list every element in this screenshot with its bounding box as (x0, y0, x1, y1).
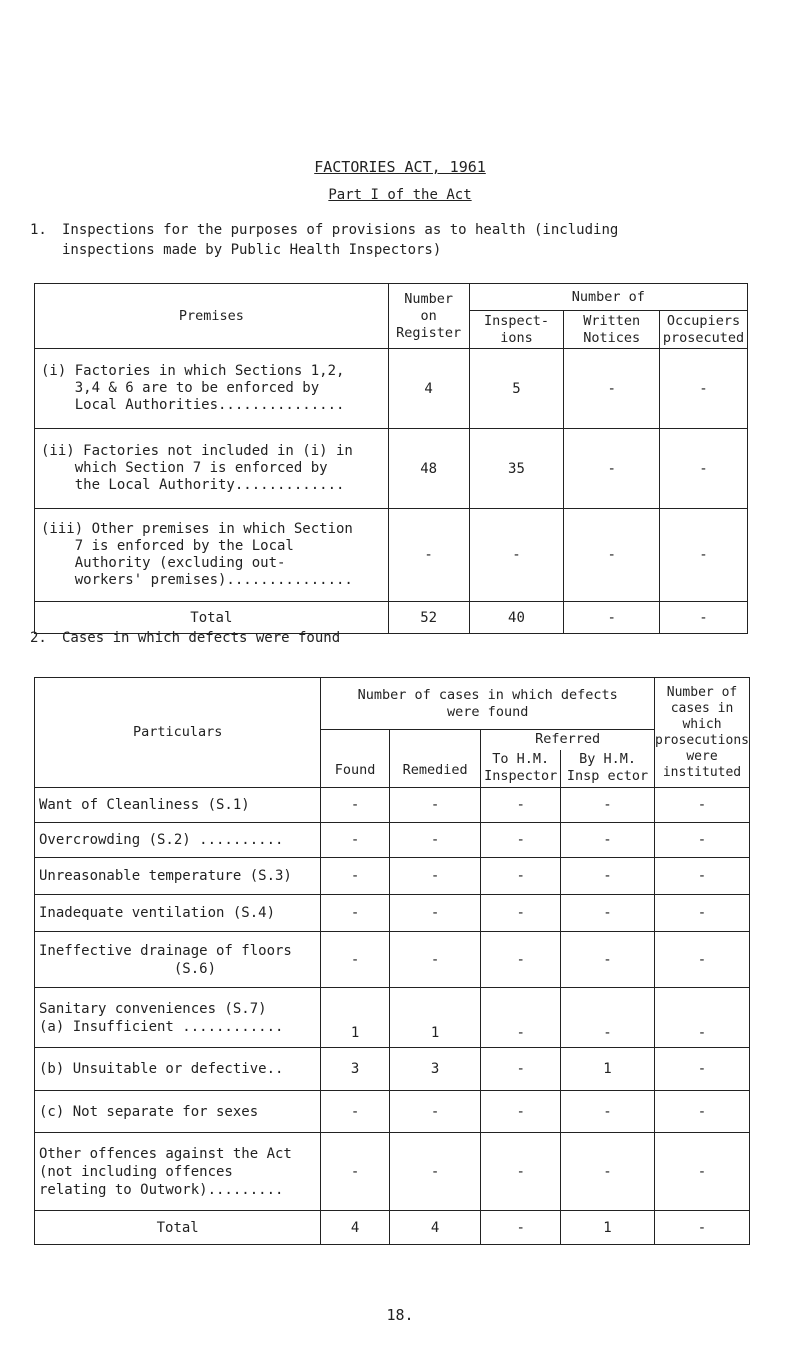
by-hm-value: - (561, 932, 655, 988)
by-hm-value: - (561, 788, 655, 823)
prosecutions-value: - (655, 932, 750, 988)
particulars-label: Unreasonable temperature (S.3) (35, 858, 321, 895)
table2-header-row-1 (35, 678, 750, 730)
table-row (35, 858, 750, 895)
prosecuted-value: - (660, 349, 748, 429)
by-hm-value: 1 (561, 1048, 655, 1091)
to-hm-value: - (481, 1133, 561, 1211)
inspections-header: Inspect- ions (469, 311, 564, 349)
found-value: 3 (321, 1048, 389, 1091)
notices-value: - (564, 429, 660, 509)
by-hm-value: - (561, 1091, 655, 1133)
found-value: - (321, 1133, 389, 1211)
table-row (35, 1133, 750, 1211)
total-row (35, 602, 748, 634)
occupiers-prosecuted-header: Occupiers prosecuted (660, 311, 748, 349)
premises-header: Premises (35, 284, 389, 349)
found-value: - (321, 932, 389, 988)
premises-label: (iii) Other premises in which Section 7 is enforced by the Local Authority (excluding out- workers' premises)............... (35, 509, 389, 602)
number-of-cases-header: Number of cases in which defects were found (321, 678, 655, 730)
to-hm-value: - (481, 988, 561, 1048)
particulars-label: Inadequate ventilation (S.4) (35, 895, 321, 932)
to-hm-value: - (481, 823, 561, 858)
number-of-header: Number of (469, 284, 747, 311)
page-number: 18. (386, 1306, 414, 1324)
particulars-label: Ineffective drainage of floors (S.6) (35, 932, 321, 988)
table-row (35, 509, 748, 602)
to-hm-value: - (481, 858, 561, 895)
inspections-value: 5 (469, 349, 564, 429)
prosecutions-header: Number of cases in which prosecutions were instituted (655, 678, 750, 788)
remedied-value: - (389, 932, 481, 988)
prosecuted-value: - (660, 429, 748, 509)
by-hm-total: 1 (561, 1211, 655, 1245)
total-label: Total (35, 1211, 321, 1245)
to-hm-total: - (481, 1211, 561, 1245)
found-value: - (321, 788, 389, 823)
remedied-value: - (389, 1091, 481, 1133)
to-hm-value: - (481, 1048, 561, 1091)
remedied-value: - (389, 1133, 481, 1211)
particulars-label: Overcrowding (S.2) .......... (35, 823, 321, 858)
to-hm-value: - (481, 788, 561, 823)
inspections-value: 35 (469, 429, 564, 509)
by-hm-value: - (561, 1133, 655, 1211)
remedied-total: 4 (389, 1211, 481, 1245)
total-label: Total (35, 602, 389, 634)
part-title: Part I of the Act (328, 187, 472, 203)
remedied-value: - (389, 858, 481, 895)
table-row (35, 823, 750, 858)
to-hm-value: - (481, 1091, 561, 1133)
prosecutions-value: - (655, 823, 750, 858)
section1-number: 1. (30, 222, 47, 238)
to-hm-value: - (481, 895, 561, 932)
particulars-label: (c) Not separate for sexes (35, 1091, 321, 1133)
prosecutions-value: - (655, 895, 750, 932)
prosecutions-value: - (655, 858, 750, 895)
found-value: - (321, 1091, 389, 1133)
register-value: - (388, 509, 469, 602)
inspections-table (34, 283, 748, 634)
notices-value: - (564, 349, 660, 429)
section1-title-line1: Inspections for the purposes of provisions as to health (including (62, 222, 619, 238)
table-row (35, 988, 750, 1048)
premises-label: (i) Factories in which Sections 1,2, 3,4 & 6 are to be enforced by Local Authorities............... (35, 349, 389, 429)
table-row (35, 1091, 750, 1133)
register-total: 52 (388, 602, 469, 634)
prosecutions-total: - (655, 1211, 750, 1245)
register-value: 48 (388, 429, 469, 509)
section2-title: Cases in which defects were found (62, 630, 341, 646)
inspections-value: - (469, 509, 564, 602)
by-hm-inspector-header: By H.M. Insp ector (561, 750, 655, 788)
act-title: FACTORIES ACT, 1961 (314, 158, 486, 176)
by-hm-value: - (561, 823, 655, 858)
found-header: Found (321, 730, 389, 788)
section1-title-line2: inspections made by Public Health Inspectors) (62, 242, 442, 258)
table-row (35, 1048, 750, 1091)
remedied-value: - (389, 823, 481, 858)
found-value: - (321, 858, 389, 895)
register-value: 4 (388, 349, 469, 429)
table1-header-row-1 (35, 284, 748, 311)
particulars-header: Particulars (35, 678, 321, 788)
remedied-header: Remedied (389, 730, 481, 788)
premises-label: (ii) Factories not included in (i) in which Section 7 is enforced by the Local Authority............. (35, 429, 389, 509)
remedied-value: 1 (389, 988, 481, 1048)
number-on-register-header: Number on Register (388, 284, 469, 349)
table-row (35, 895, 750, 932)
particulars-label: (b) Unsuitable or defective.. (35, 1048, 321, 1091)
written-notices-header: Written Notices (564, 311, 660, 349)
section2-number: 2. (30, 630, 47, 646)
to-hm-inspector-header: To H.M. Inspector (481, 750, 561, 788)
table-row (35, 788, 750, 823)
prosecutions-value: - (655, 1133, 750, 1211)
table-row (35, 349, 748, 429)
referred-header: Referred (481, 730, 655, 750)
inspections-total: 40 (469, 602, 564, 634)
prosecutions-value: - (655, 1048, 750, 1091)
remedied-value: - (389, 788, 481, 823)
particulars-label: Sanitary conveniences (S.7) (a) Insufficient ............ (35, 988, 321, 1048)
total-row (35, 1211, 750, 1245)
prosecuted-value: - (660, 509, 748, 602)
by-hm-value: - (561, 988, 655, 1048)
by-hm-value: - (561, 895, 655, 932)
defects-table (34, 677, 750, 1245)
notices-total: - (564, 602, 660, 634)
table-row (35, 932, 750, 988)
found-value: 1 (321, 988, 389, 1048)
found-value: - (321, 895, 389, 932)
particulars-label: Want of Cleanliness (S.1) (35, 788, 321, 823)
to-hm-value: - (481, 932, 561, 988)
found-total: 4 (321, 1211, 389, 1245)
found-value: - (321, 823, 389, 858)
by-hm-value: - (561, 858, 655, 895)
prosecutions-value: - (655, 1091, 750, 1133)
remedied-value: 3 (389, 1048, 481, 1091)
notices-value: - (564, 509, 660, 602)
prosecutions-value: - (655, 788, 750, 823)
remedied-value: - (389, 895, 481, 932)
particulars-label: Other offences against the Act (not including offences relating to Outwork)......... (35, 1133, 321, 1211)
prosecuted-total: - (660, 602, 748, 634)
table-row (35, 429, 748, 509)
prosecutions-value: - (655, 988, 750, 1048)
